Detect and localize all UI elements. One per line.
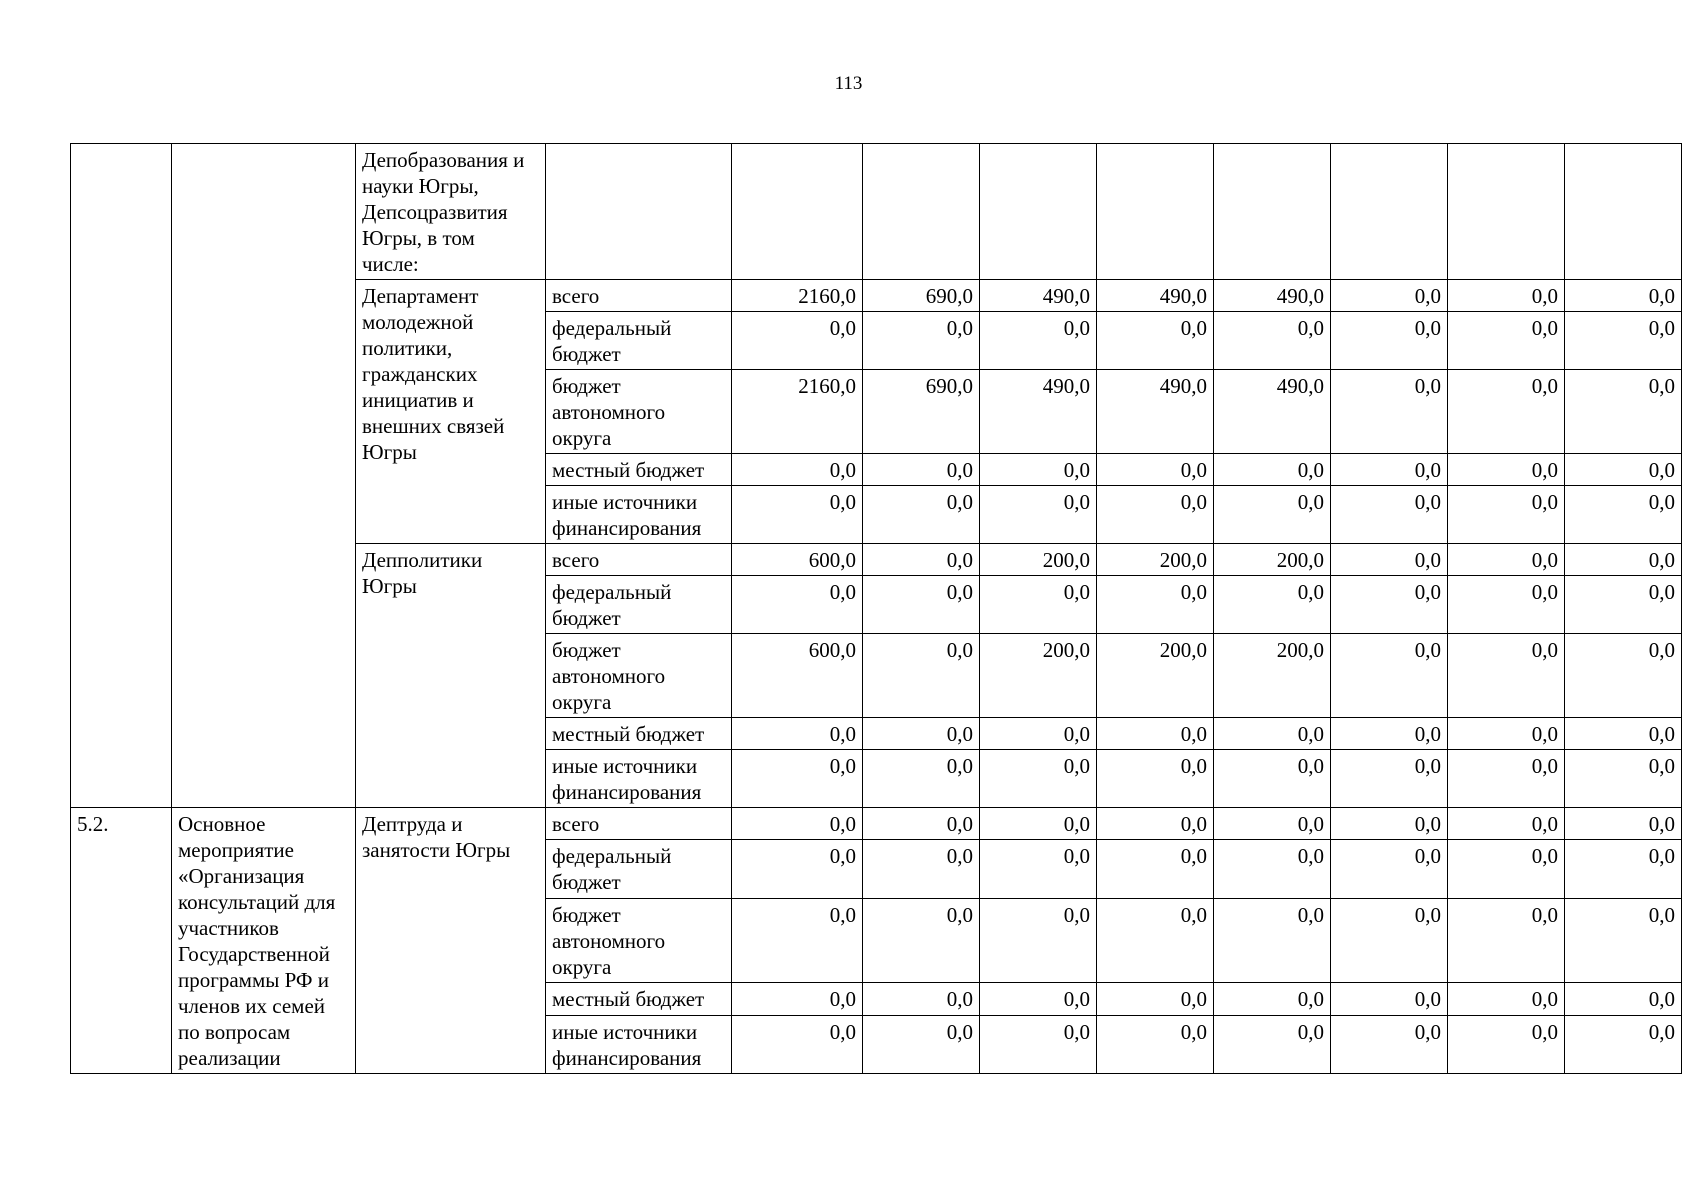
value-cell: 0,0 <box>732 983 863 1015</box>
value-cell: 0,0 <box>1097 898 1214 983</box>
value-cell: 0,0 <box>980 312 1097 370</box>
value-cell: 600,0 <box>732 544 863 576</box>
value-cell: 0,0 <box>1448 576 1565 634</box>
value-cell: 0,0 <box>1214 486 1331 544</box>
value-cell: 0,0 <box>1331 486 1448 544</box>
value-cell: 0,0 <box>732 454 863 486</box>
executor-cell: Депобразования и науки Югры, Депсоцразвития Югры, в том числе: <box>356 144 546 280</box>
value-cell: 0,0 <box>1331 634 1448 718</box>
value-cell: 0,0 <box>1097 1015 1214 1073</box>
value-cell: 0,0 <box>980 454 1097 486</box>
value-cell <box>732 144 863 280</box>
value-cell: 0,0 <box>980 486 1097 544</box>
value-cell: 0,0 <box>863 576 980 634</box>
value-cell: 490,0 <box>1097 280 1214 312</box>
value-cell: 0,0 <box>1214 983 1331 1015</box>
value-cell: 2160,0 <box>732 370 863 454</box>
value-cell: 0,0 <box>1448 898 1565 983</box>
value-cell: 690,0 <box>863 370 980 454</box>
value-cell: 0,0 <box>1097 486 1214 544</box>
value-cell: 0,0 <box>1331 808 1448 840</box>
event-cell <box>172 144 356 808</box>
source-cell: федеральный бюджет <box>546 312 732 370</box>
value-cell: 0,0 <box>1097 808 1214 840</box>
value-cell: 200,0 <box>1214 544 1331 576</box>
value-cell: 0,0 <box>732 840 863 898</box>
value-cell: 0,0 <box>863 840 980 898</box>
value-cell: 0,0 <box>1331 312 1448 370</box>
event-cell: Основное мероприятие «Организация консультаций для участников Государственной программы РФ и членов их семей по вопросам реализации <box>172 808 356 1074</box>
value-cell: 0,0 <box>732 312 863 370</box>
executor-cell: Депполитики Югры <box>356 544 546 808</box>
value-cell: 0,0 <box>1097 750 1214 808</box>
value-cell <box>1448 144 1565 280</box>
value-cell: 0,0 <box>1565 280 1682 312</box>
value-cell: 0,0 <box>1565 898 1682 983</box>
value-cell: 0,0 <box>1331 750 1448 808</box>
value-cell: 0,0 <box>980 840 1097 898</box>
value-cell: 2160,0 <box>732 280 863 312</box>
source-cell: всего <box>546 544 732 576</box>
value-cell: 0,0 <box>1214 1015 1331 1073</box>
value-cell: 0,0 <box>863 898 980 983</box>
value-cell: 0,0 <box>980 808 1097 840</box>
source-cell: местный бюджет <box>546 454 732 486</box>
value-cell <box>1097 144 1214 280</box>
value-cell: 0,0 <box>732 486 863 544</box>
value-cell: 0,0 <box>863 312 980 370</box>
value-cell: 0,0 <box>1565 312 1682 370</box>
value-cell: 0,0 <box>980 898 1097 983</box>
executor-cell: Департамент молодежной политики, гражданских инициатив и внешних связей Югры <box>356 280 546 544</box>
source-cell: всего <box>546 808 732 840</box>
source-cell: бюджет автономного округа <box>546 898 732 983</box>
value-cell <box>863 144 980 280</box>
value-cell: 0,0 <box>1331 840 1448 898</box>
value-cell: 600,0 <box>732 634 863 718</box>
value-cell: 0,0 <box>1331 544 1448 576</box>
value-cell: 0,0 <box>732 718 863 750</box>
page-number: 113 <box>834 73 863 94</box>
value-cell: 0,0 <box>980 576 1097 634</box>
table-row <box>71 144 1682 280</box>
value-cell: 0,0 <box>1565 983 1682 1015</box>
value-cell: 490,0 <box>980 280 1097 312</box>
table-row <box>71 808 1682 840</box>
source-cell: местный бюджет <box>546 718 732 750</box>
value-cell: 200,0 <box>980 544 1097 576</box>
value-cell: 490,0 <box>1097 370 1214 454</box>
value-cell: 0,0 <box>863 718 980 750</box>
value-cell: 0,0 <box>732 576 863 634</box>
value-cell: 0,0 <box>1448 983 1565 1015</box>
value-cell: 0,0 <box>1448 486 1565 544</box>
value-cell <box>1565 144 1682 280</box>
value-cell: 0,0 <box>980 750 1097 808</box>
value-cell: 200,0 <box>980 634 1097 718</box>
value-cell: 0,0 <box>1214 840 1331 898</box>
value-cell: 0,0 <box>1331 983 1448 1015</box>
value-cell: 0,0 <box>863 544 980 576</box>
source-cell: бюджет автономного округа <box>546 634 732 718</box>
value-cell: 0,0 <box>863 486 980 544</box>
source-cell <box>546 144 732 280</box>
value-cell: 490,0 <box>1214 370 1331 454</box>
value-cell: 0,0 <box>1214 750 1331 808</box>
value-cell: 0,0 <box>1565 486 1682 544</box>
value-cell: 0,0 <box>732 750 863 808</box>
value-cell: 0,0 <box>1331 718 1448 750</box>
number-cell <box>71 144 172 808</box>
value-cell: 0,0 <box>1448 718 1565 750</box>
value-cell: 0,0 <box>1097 983 1214 1015</box>
value-cell: 0,0 <box>732 1015 863 1073</box>
value-cell: 200,0 <box>1097 634 1214 718</box>
value-cell: 0,0 <box>1565 1015 1682 1073</box>
value-cell <box>1331 144 1448 280</box>
value-cell: 200,0 <box>1214 634 1331 718</box>
value-cell: 0,0 <box>980 983 1097 1015</box>
value-cell: 0,0 <box>1214 312 1331 370</box>
value-cell: 0,0 <box>1448 750 1565 808</box>
value-cell: 0,0 <box>1331 1015 1448 1073</box>
value-cell: 690,0 <box>863 280 980 312</box>
value-cell: 0,0 <box>980 718 1097 750</box>
value-cell <box>980 144 1097 280</box>
value-cell <box>1214 144 1331 280</box>
value-cell: 0,0 <box>1565 576 1682 634</box>
value-cell: 0,0 <box>1448 634 1565 718</box>
value-cell: 0,0 <box>1214 808 1331 840</box>
value-cell: 0,0 <box>1448 840 1565 898</box>
value-cell: 0,0 <box>1565 370 1682 454</box>
value-cell: 0,0 <box>1214 898 1331 983</box>
value-cell: 0,0 <box>1331 576 1448 634</box>
value-cell: 490,0 <box>1214 280 1331 312</box>
value-cell: 0,0 <box>1448 1015 1565 1073</box>
value-cell: 0,0 <box>1214 454 1331 486</box>
value-cell: 0,0 <box>863 750 980 808</box>
value-cell: 0,0 <box>863 1015 980 1073</box>
value-cell: 0,0 <box>1331 370 1448 454</box>
value-cell: 200,0 <box>1097 544 1214 576</box>
value-cell: 0,0 <box>732 808 863 840</box>
value-cell: 0,0 <box>863 454 980 486</box>
value-cell: 0,0 <box>1448 544 1565 576</box>
value-cell: 0,0 <box>1448 280 1565 312</box>
value-cell: 0,0 <box>1565 544 1682 576</box>
value-cell: 0,0 <box>863 808 980 840</box>
value-cell: 0,0 <box>1331 280 1448 312</box>
value-cell: 0,0 <box>1448 370 1565 454</box>
financing-table <box>70 143 1682 1074</box>
value-cell: 0,0 <box>1214 718 1331 750</box>
value-cell: 0,0 <box>1331 898 1448 983</box>
value-cell: 0,0 <box>980 1015 1097 1073</box>
value-cell: 0,0 <box>1097 840 1214 898</box>
value-cell: 0,0 <box>732 898 863 983</box>
source-cell: федеральный бюджет <box>546 840 732 898</box>
value-cell: 0,0 <box>1565 840 1682 898</box>
value-cell: 0,0 <box>1097 312 1214 370</box>
value-cell: 0,0 <box>1448 454 1565 486</box>
value-cell: 0,0 <box>1565 634 1682 718</box>
value-cell: 0,0 <box>1448 312 1565 370</box>
value-cell: 0,0 <box>1331 454 1448 486</box>
source-cell: бюджет автономного округа <box>546 370 732 454</box>
source-cell: местный бюджет <box>546 983 732 1015</box>
source-cell: иные источники финансирования <box>546 486 732 544</box>
value-cell: 0,0 <box>1565 718 1682 750</box>
value-cell: 0,0 <box>1565 808 1682 840</box>
value-cell: 0,0 <box>1565 750 1682 808</box>
source-cell: иные источники финансирования <box>546 750 732 808</box>
value-cell: 490,0 <box>980 370 1097 454</box>
value-cell: 0,0 <box>863 634 980 718</box>
number-cell: 5.2. <box>71 808 172 1074</box>
value-cell: 0,0 <box>1097 718 1214 750</box>
value-cell: 0,0 <box>1448 808 1565 840</box>
table-body <box>71 144 1682 1074</box>
source-cell: всего <box>546 280 732 312</box>
value-cell: 0,0 <box>1097 576 1214 634</box>
source-cell: иные источники финансирования <box>546 1015 732 1073</box>
value-cell: 0,0 <box>1214 576 1331 634</box>
value-cell: 0,0 <box>1097 454 1214 486</box>
source-cell: федеральный бюджет <box>546 576 732 634</box>
executor-cell: Дептруда и занятости Югры <box>356 808 546 1074</box>
value-cell: 0,0 <box>1565 454 1682 486</box>
value-cell: 0,0 <box>863 983 980 1015</box>
